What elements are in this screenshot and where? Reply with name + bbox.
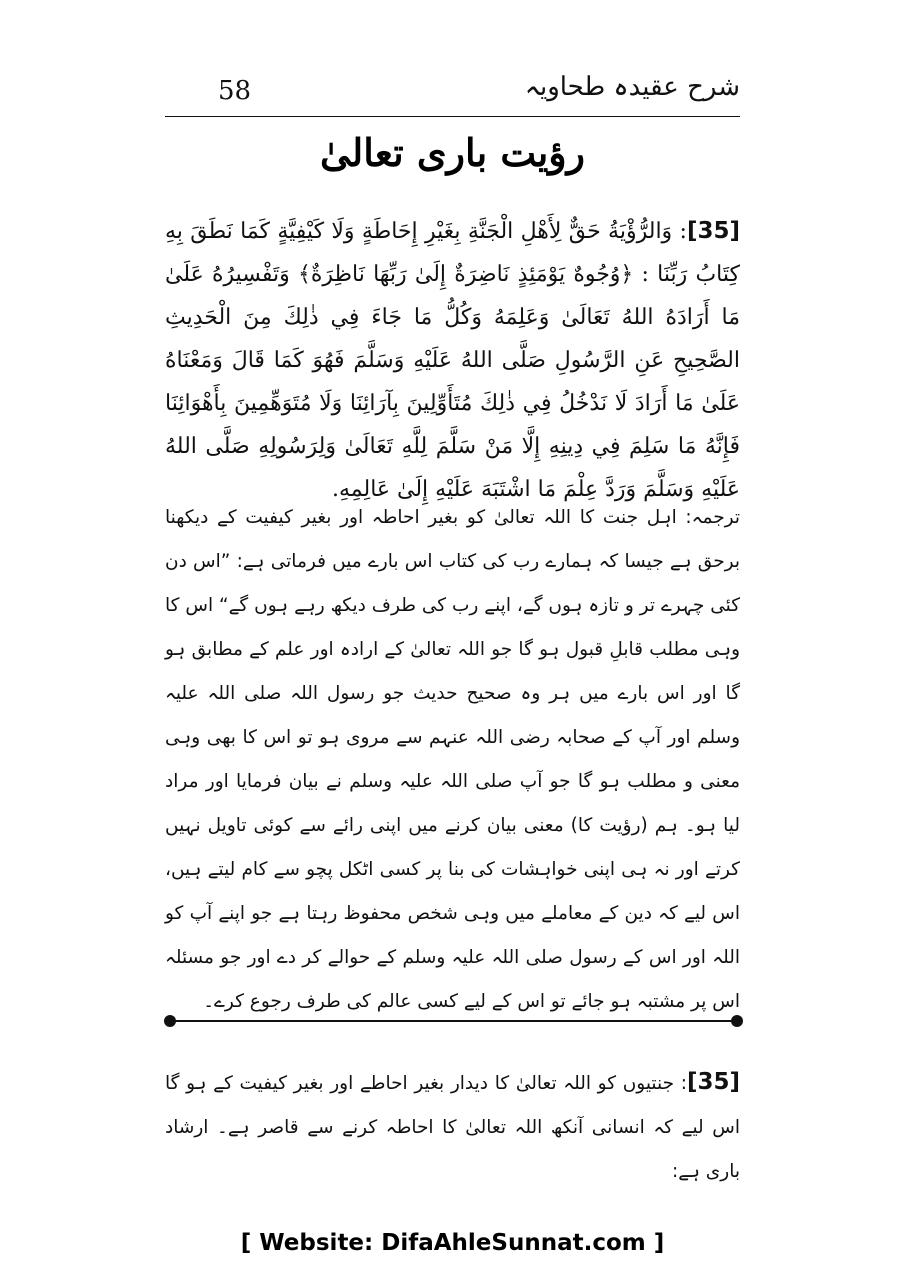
commentary-text: جنتیوں کو اللہ تعالیٰ کا دیدار بغیر احاطے اور بغیر کیفیت کے ہو گا اس لیے کہ انسانی آنکھ اللہ تعالیٰ کا احاطہ کرنے سے قاصر ہے۔ ارشاد باری ہے: [165, 1073, 740, 1182]
divider-dot-right [731, 1015, 743, 1027]
matn-reference-number: [35] [686, 218, 741, 244]
matn-text: وَالرُّؤْيَةُ حَقٌّ لِأَهْلِ الْجَنَّةِ بِغَيْرِ إِحَاطَةٍ وَلَا كَيْفِيَّةٍ كَمَا نَطَقَ بِهِ كِتَابُ رَبِّنَا : ﴿وُجُوهٌ يَوْمَئِذٍ نَاضِرَةٌ إِلَىٰ رَبِّهَا نَاظِرَةٌ﴾ وَتَفْسِيرُهُ عَلَىٰ مَا أَرَادَهُ اللهُ تَعَالَىٰ وَعَلِمَهُ وَكُلُّ مَا جَاءَ فِي ذٰلِكَ مِنَ الْحَدِيثِ الصَّحِيحِ عَنِ الرَّسُولِ صَلَّى اللهُ عَلَيْهِ وَسَلَّمَ فَهُوَ كَمَا قَالَ وَمَعْنَاهُ عَلَىٰ مَا أَرَادَ لَا نَدْخُلُ فِي ذٰلِكَ مُتَأَوِّلِينَ بِآرَائِنَا وَلَا مُتَوَهِّمِينَ بِأَهْوَائِنَا فَإِنَّهُ مَا سَلِمَ فِي دِينِهِ إِلَّا مَنْ سَلَّمَ لِلَّهِ تَعَالَىٰ وَلِرَسُولِهِ صَلَّى اللهُ عَلَيْهِ وَسَلَّمَ وَرَدَّ عِلْمَ مَا اشْتَبَهَ عَلَيْهِ إِلَىٰ عَالِمِهِ. [165, 219, 740, 502]
chapter-title: رؤیت باری تعالیٰ [319, 130, 586, 175]
section-divider [170, 1020, 737, 1022]
commentary-reference-number: [35] [686, 1069, 740, 1095]
urdu-translation: ترجمہ: اہل جنت کا اللہ تعالیٰ کو بغیر احاطہ اور بغیر کیفیت کے دیکھنا برحق ہے جیسا کہ ہمارے رب کی کتاب اس بارے میں فرماتی ہے: ”اس دن کئی چہرے تر و تازہ ہوں گے، اپنے رب کی طرف دیکھ رہے ہوں گے“ اس کا وہی مطلب قابلِ قبول ہو گا جو اللہ تعالیٰ کے ارادہ اور علم کے مطابق ہو گا اور اس بارے میں ہر وہ صحیح حدیث جو رسول اللہ صلی اللہ علیہ وسلم اور آپ کے صحابہ رضی اللہ عنہم سے مروی ہو تو اس کا بھی وہی معنی و مطلب ہو گا جو آپ صلی اللہ علیہ وسلم نے بیان فرمایا اور مراد لیا ہو۔ ہم (رؤیت کا) معنی بیان کرنے میں اپنی رائے سے کوئی تاویل نہیں کرتے اور نہ ہی اپنی خواہشات کی بنا پر کسی اٹکل پچو سے کام لیتے ہیں، اس لیے کہ دین کے معاملے میں وہی شخص محفوظ رہتا ہے جو اپنے آپ کو اللہ اور اس کے رسول صلی اللہ علیہ وسلم کے حوالے کر دے اور جو مسئلہ اس پر مشتبہ ہو جائے تو اس کے لیے کسی عالم کی طرف رجوع کرے۔ [165, 507, 740, 1012]
matn-separator: : [679, 219, 687, 244]
page-number: 58 [218, 76, 252, 106]
book-title: شرح عقیدہ طحاویہ [524, 72, 740, 102]
commentary [165, 1060, 740, 1194]
arabic-matn [165, 210, 740, 511]
divider-dot-left [164, 1015, 176, 1027]
commentary-separator: : [680, 1073, 687, 1094]
website-footer: [ Website: DifaAhleSunnat.com ] [240, 1230, 665, 1256]
running-header [165, 66, 740, 117]
